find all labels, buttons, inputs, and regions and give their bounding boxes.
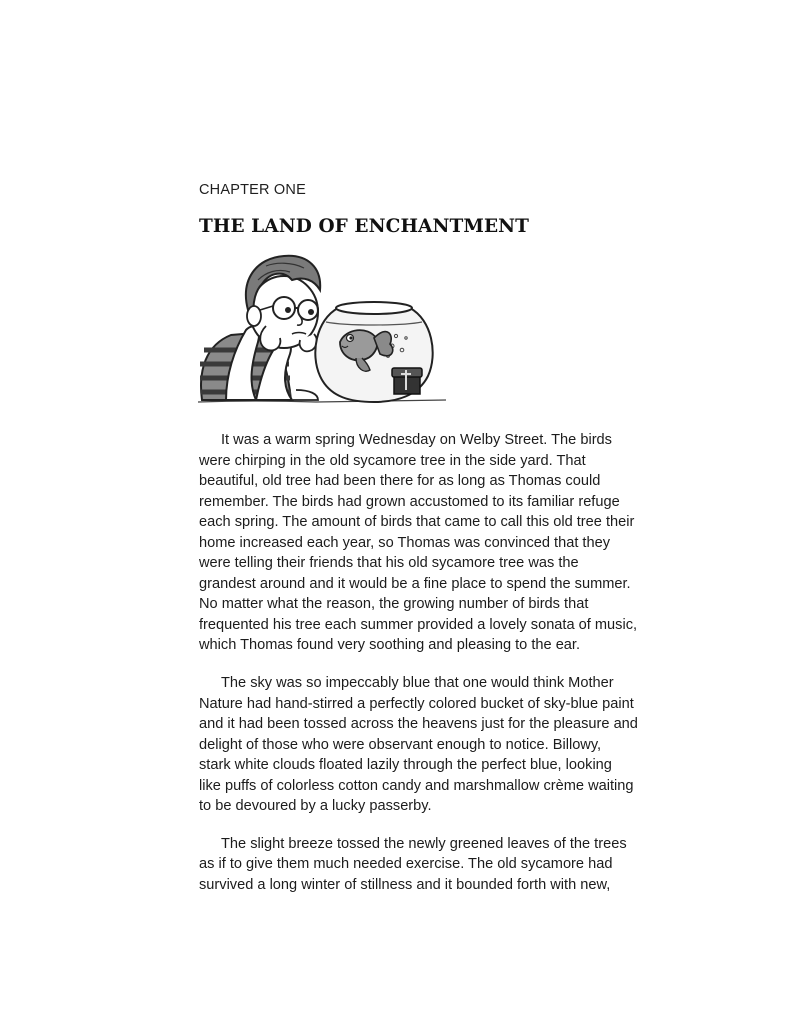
paragraph-line: No matter what the reason, the growing number of birds that	[199, 596, 589, 613]
paragraph-line: which Thomas found very soothing and pleasing to the ear.	[199, 637, 581, 654]
chapter-label: CHAPTER ONE	[199, 182, 306, 198]
paragraph	[199, 673, 638, 817]
paragraph-line: remember. The birds had grown accustomed to its familiar refuge	[199, 493, 620, 510]
paragraph-line: were chirping in the old sycamore tree in the side yard. That	[199, 452, 586, 469]
paragraph	[199, 430, 638, 656]
paragraph-line: The slight breeze tossed the newly greened leaves of the trees	[221, 835, 627, 852]
paragraph-line: survived a long winter of stillness and it bounded forth with new,	[199, 876, 611, 893]
boy-goldfish-illustration	[196, 250, 446, 412]
paragraph-line: were telling their friends that his old sycamore tree was the	[199, 555, 579, 572]
chapter-body	[199, 430, 638, 912]
paragraph-line: like puffs of colorless cotton candy and marshmallow crème waiting	[199, 777, 634, 794]
paragraph-line: delight of those who were observant enough to notice. Billowy,	[199, 736, 602, 753]
paragraph-line: The sky was so impeccably blue that one would think Mother	[221, 675, 614, 692]
paragraph-line: beautiful, old tree had been there for as long as Thomas could	[199, 473, 601, 490]
fish-bowl	[315, 302, 432, 402]
paragraph-line: frequented his tree each summer provided a lovely sonata of music,	[199, 616, 638, 633]
paragraph	[199, 834, 631, 896]
paragraph-line: to be devoured by a lucky passerby.	[199, 798, 432, 815]
paragraph-line: as if to give them much needed exercise. The old sycamore had	[199, 856, 613, 873]
chapter-title: THE LAND OF ENCHANTMENT	[199, 216, 530, 237]
paragraph-line: stark white clouds floated lazily through the perfect blue, looking	[199, 757, 612, 774]
paragraph-line: each spring. The amount of birds that came to call this old tree their	[199, 514, 635, 531]
paragraph-line: Nature had hand-stirred a perfectly colored bucket of sky-blue paint	[199, 695, 634, 712]
paragraph-line: It was a warm spring Wednesday on Welby Street. The birds	[221, 432, 612, 448]
paragraph-line: home increased each year, so Thomas was convinced that they	[199, 534, 611, 551]
paragraph-line: grandest around and it would be a fine place to spend the summer.	[199, 575, 631, 592]
paragraph-line: and it had been tossed across the heavens just for the pleasure and	[199, 716, 638, 733]
